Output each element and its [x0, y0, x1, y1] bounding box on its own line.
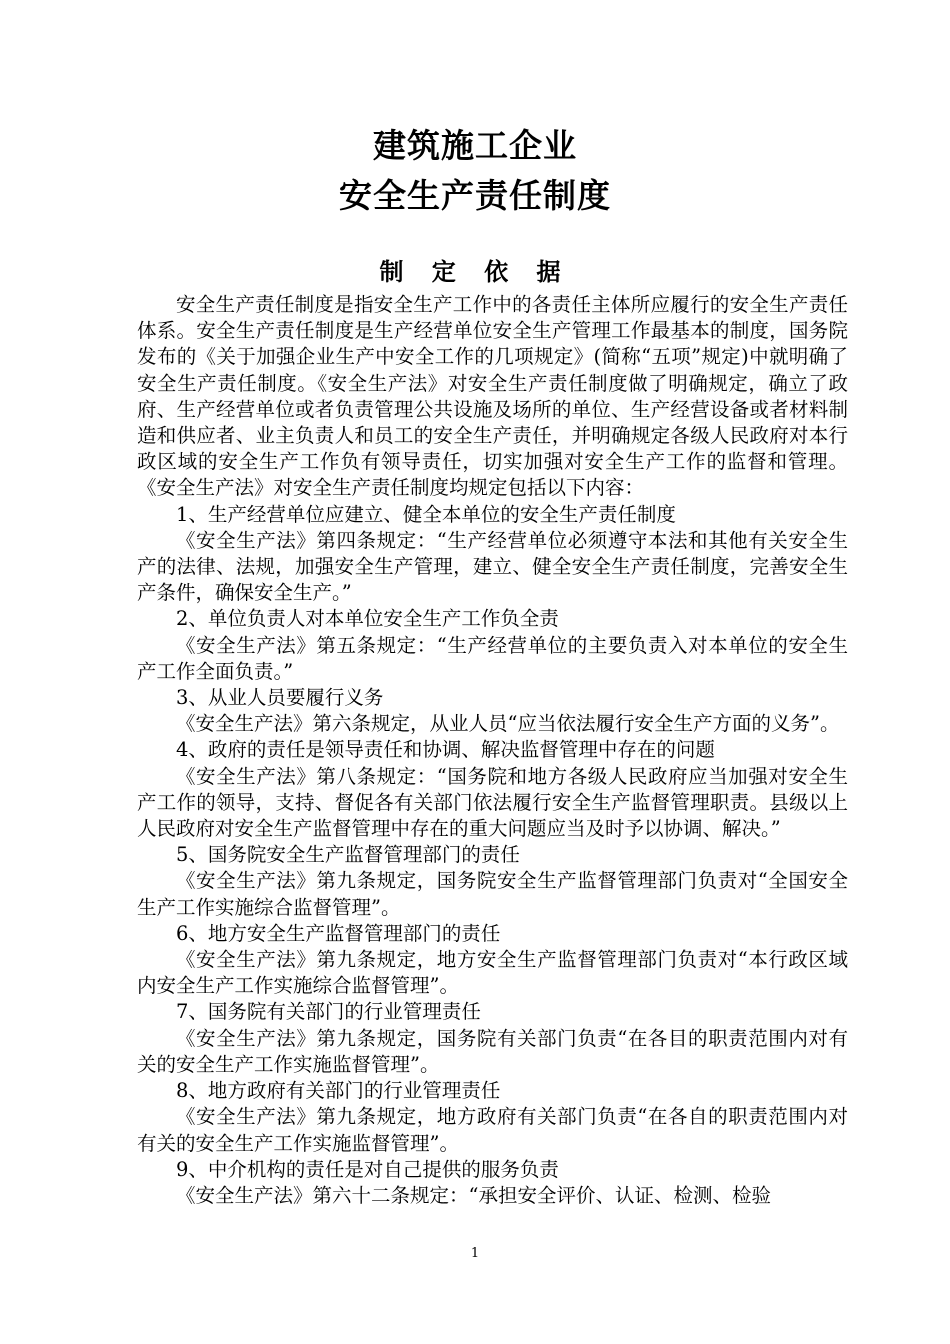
paragraph-item-5-text: 《安全生产法》第九条规定，国务院安全生产监督管理部门负责对“全国安全生产工作实施综合监督管理”。	[137, 869, 848, 919]
paragraph-item-4-text: 《安全生产法》第八条规定：“国务院和地方各级人民政府应当加强对安全生产工作的领导，支持、督促各有关部门依法履行安全生产监督管理职责。县级以上人民政府对安全生产监督管理中存在的重大问题应当及时予以协调、解决。”	[137, 764, 848, 841]
paragraph-item-8-heading: 8、地方政府有关部门的行业管理责任	[176, 1079, 501, 1103]
paragraph-item-4-heading: 4、政府的责任是领导责任和协调、解决监督管理中存在的问题	[176, 738, 715, 762]
paragraph-item-6-text: 《安全生产法》第九条规定，地方安全生产监督管理部门负责对“本行政区域内安全生产工作实施综合监督管理”。	[137, 948, 848, 998]
document-body	[137, 292, 848, 1209]
section-heading: 制 定 依 据	[379, 258, 571, 286]
paragraph-item-7-text: 《安全生产法》第九条规定，国务院有关部门负责“在各目的职责范围内对有关的安全生产工作实施监督管理”。	[137, 1026, 848, 1076]
paragraph-item-3-text: 《安全生产法》第六条规定，从业人员“应当依法履行安全生产方面的义务”。	[176, 712, 840, 736]
paragraph-item-2-heading: 2、单位负责人对本单位安全生产工作负全责	[176, 607, 559, 631]
page-number: 1	[470, 1246, 480, 1261]
paragraph-item-1-text: 《安全生产法》第四条规定：“生产经营单位必须遵守本法和其他有关安全生产的法律、法规，加强安全生产管理，建立、健全安全生产责任制度，完善安全生产条件，确保安全生产。”	[137, 528, 848, 605]
paragraph-item-9-heading: 9、中介机构的责任是对自己提供的服务负责	[176, 1157, 559, 1181]
paragraph-item-1-heading: 1、生产经营单位应建立、健全本单位的安全生产责任制度	[176, 502, 676, 526]
paragraph-item-6-heading: 6、地方安全生产监督管理部门的责任	[176, 921, 501, 945]
paragraph-item-2-text: 《安全生产法》第五条规定：“生产经营单位的主要负责入对本单位的安全生产工作全面负责。”	[137, 633, 848, 683]
paragraph-intro: 安全生产责任制度是指安全生产工作中的各责任主体所应履行的安全生产责任体系。安全生产责任制度是生产经营单位安全生产管理工作最基本的制度，国务院发布的《关于加强企业生产中安全工作的几项规定》(简称“五项”规定)中就明确了安全生产责任制度。《安全生产法》对安全生产责任制度做了明确规定，确立了政府、生产经营单位或者负责管理公共设施及场所的单位、生产经营设备或者材料制造和供应者、业主负责人和员工的安全生产责任，并明确规定各级人民政府对本行政区域的安全生产工作负有领导责任，切实加强对安全生产工作的监督和管理。《安全生产法》对安全生产责任制度均规定包括以下内容：	[137, 293, 848, 500]
document-title-line-1: 建筑施工企业	[373, 126, 577, 165]
paragraph-item-9-text: 《安全生产法》第六十二条规定：“承担安全评价、认证、检测、检验	[176, 1183, 771, 1207]
paragraph-item-7-heading: 7、国务院有关部门的行业管理责任	[176, 1000, 481, 1024]
paragraph-item-8-text: 《安全生产法》第九条规定，地方政府有关部门负责“在各自的职责范围内对有关的安全生产工作实施监督管理”。	[137, 1105, 848, 1155]
paragraph-item-5-heading: 5、国务院安全生产监督管理部门的责任	[176, 843, 520, 867]
document-title-line-2: 安全生产责任制度	[339, 176, 611, 215]
paragraph-item-3-heading: 3、从业人员要履行义务	[176, 686, 384, 710]
